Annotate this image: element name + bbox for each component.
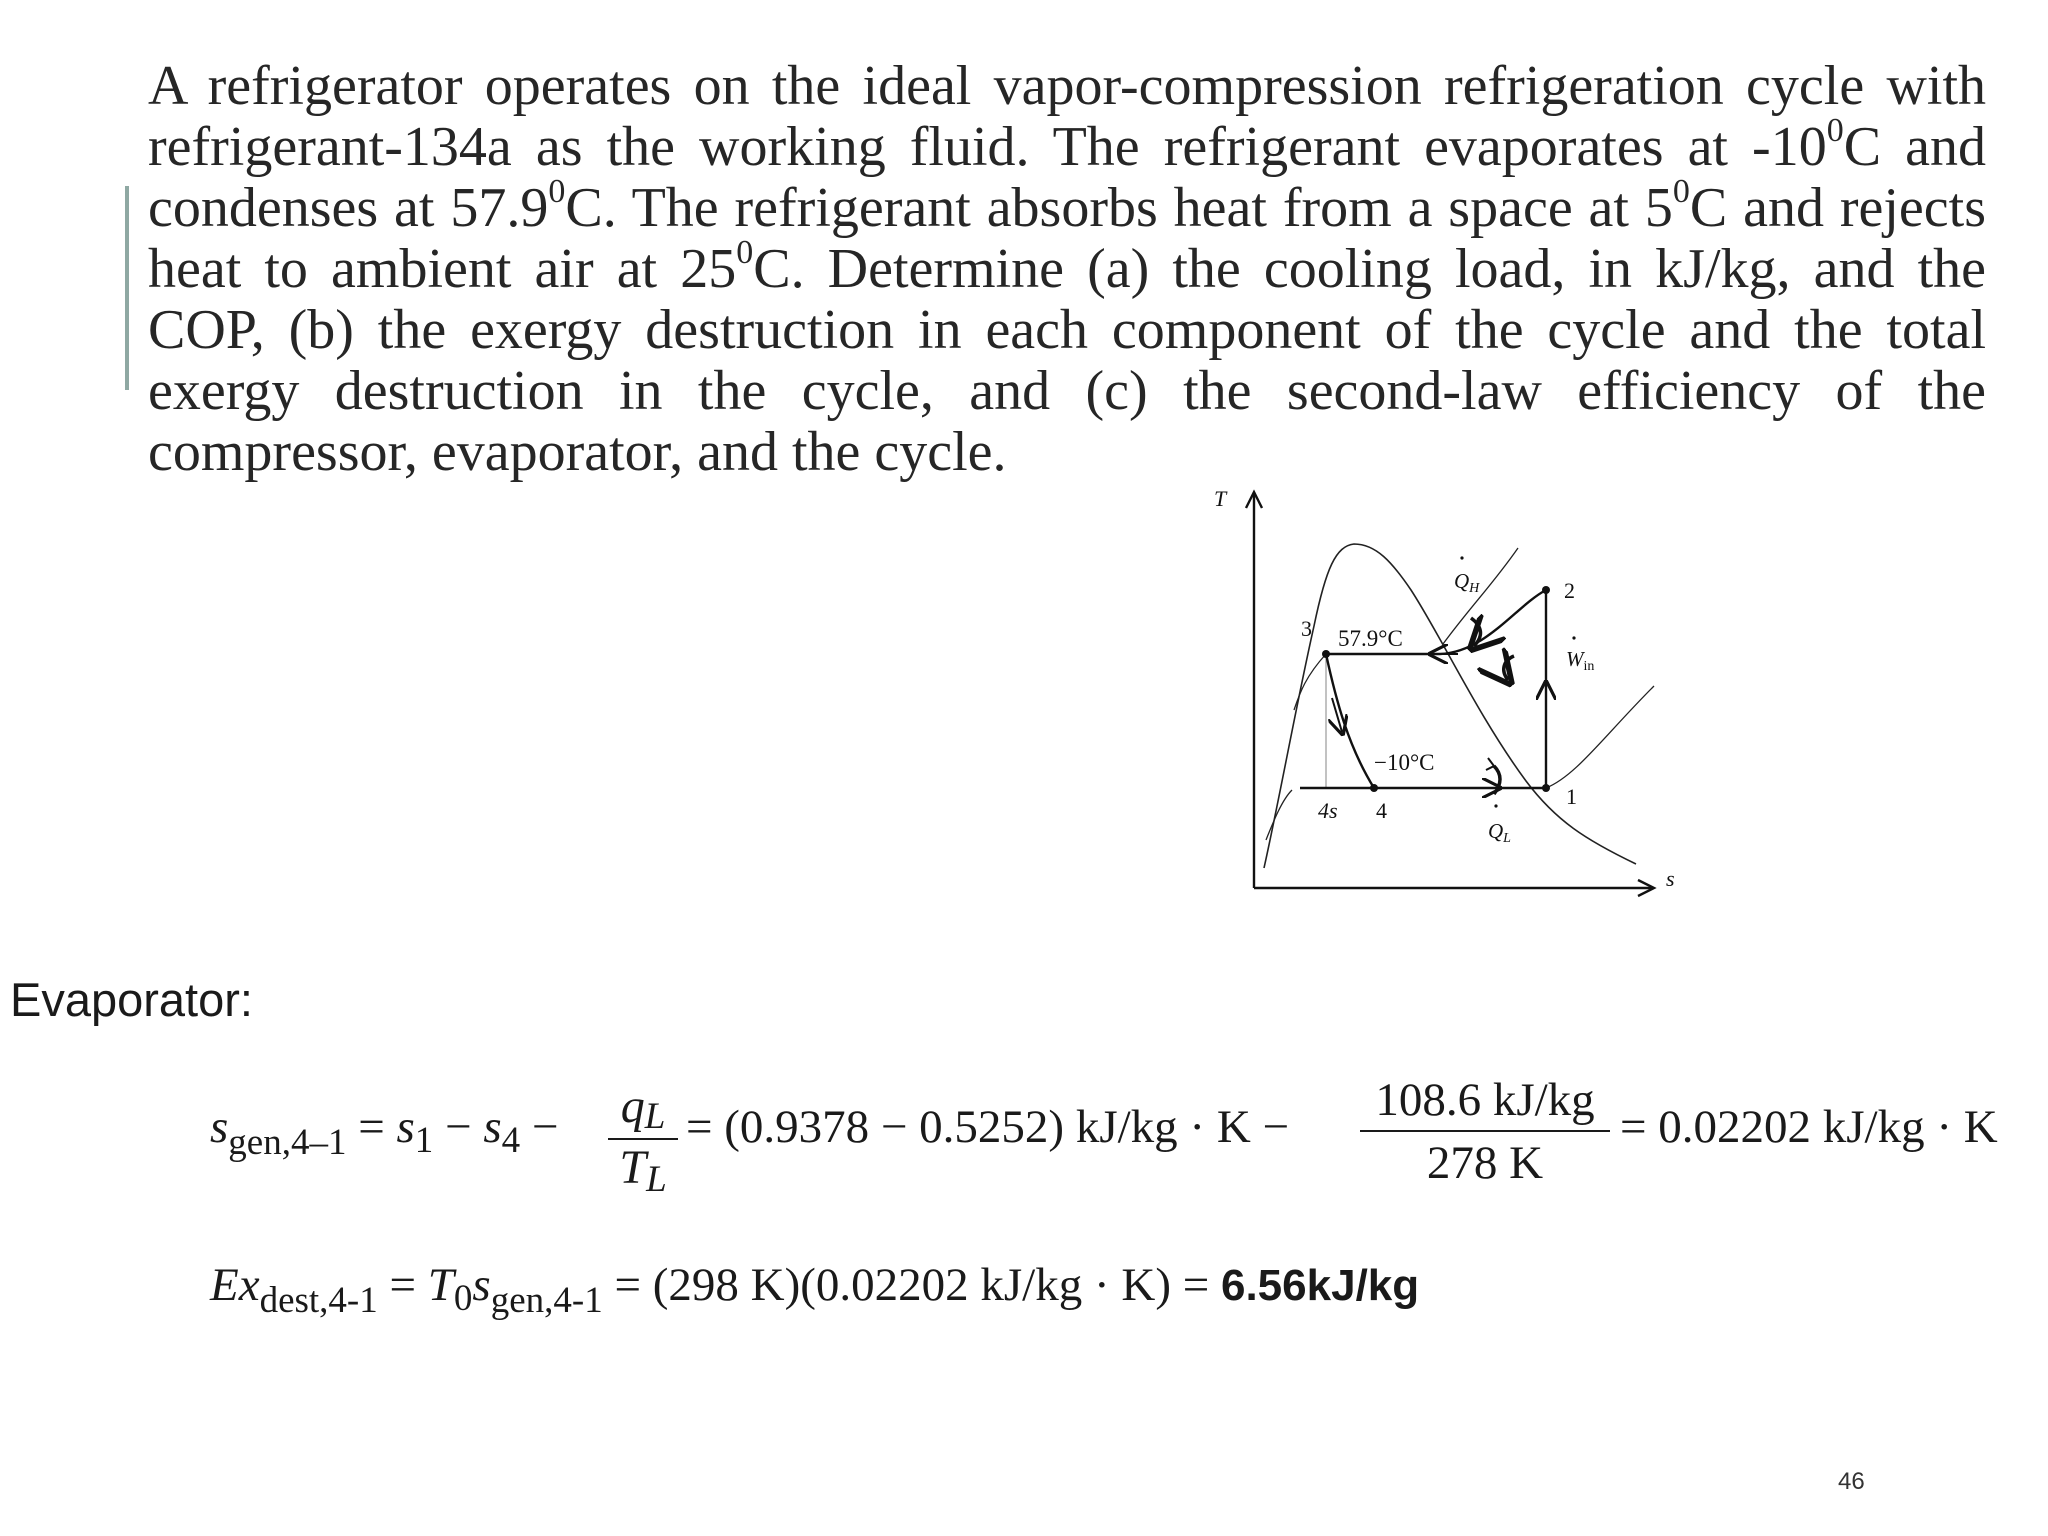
s-axis-label: s [1666,866,1675,891]
ql-arrow [1494,766,1500,794]
qh-label: QH [1454,569,1480,596]
ql-value-fraction: $\frac{108.6 kJ/kg}{278 K}$ [1360,1070,1610,1194]
accent-bar [125,186,129,390]
win-arrow [1504,656,1514,680]
high-temp-label: 57.9°C [1338,626,1403,651]
ql-tl-fraction: $\frac{qL}{TL}$ [608,1080,678,1200]
exergy-destruction-equation: $Ex_{dest,4-1} = T_0s_{gen,4-1} = (298$ K)(0.02202 kJ/kg · K) = 6.56kJ/kg [210,1259,1420,1321]
ql-label: QL [1488,819,1511,846]
qh-arrow [1471,618,1480,646]
problem-statement: A refrigerator operates on the ideal vapor-compression refrigeration cycle with refrigerant-134a as the working fluid. The refrigerant evaporates at $-10^0C$ and condenses at 57.9$^0$C. The refrigerant absorbs heat from a space at $5^0C$ and rejects heat to ambient air at $25^0C$. Determine (a) the cooling load, in kJ/kg, and the COP, (b) the exergy destruction in each component of the cycle and the total exergy destruction in the cycle, and (c) the second-law efficiency of the compressor, evaporator, and the cycle. [148,55,1986,483]
page-number: 46 [1838,1468,1865,1495]
point-3-label: 3 [1301,616,1312,641]
t-axis-label: T [1214,486,1227,511]
entropy-result: = 0.02202 kJ/kg · K [1620,1101,1998,1153]
section-heading: Evaporator: [10,973,253,1026]
point-4s-label: 4s [1318,798,1338,823]
point-4-label: 4 [1376,798,1387,823]
win-label: Win [1566,647,1595,674]
exergy-result: 6.56kJ/kg [1220,1261,1420,1310]
point-1-label: 1 [1566,784,1577,809]
ts-diagram [1196,476,1710,916]
entropy-generation-equation: $s_{gen,4-1} = s_1 - s_4$ − [210,1101,559,1163]
low-temp-label: −10°C [1374,750,1435,775]
point-2-label: 2 [1564,578,1575,603]
entropy-substitution: = (0.9378 − 0.5252) kJ/kg · K − [686,1101,1290,1153]
expansion-line [1326,654,1374,788]
